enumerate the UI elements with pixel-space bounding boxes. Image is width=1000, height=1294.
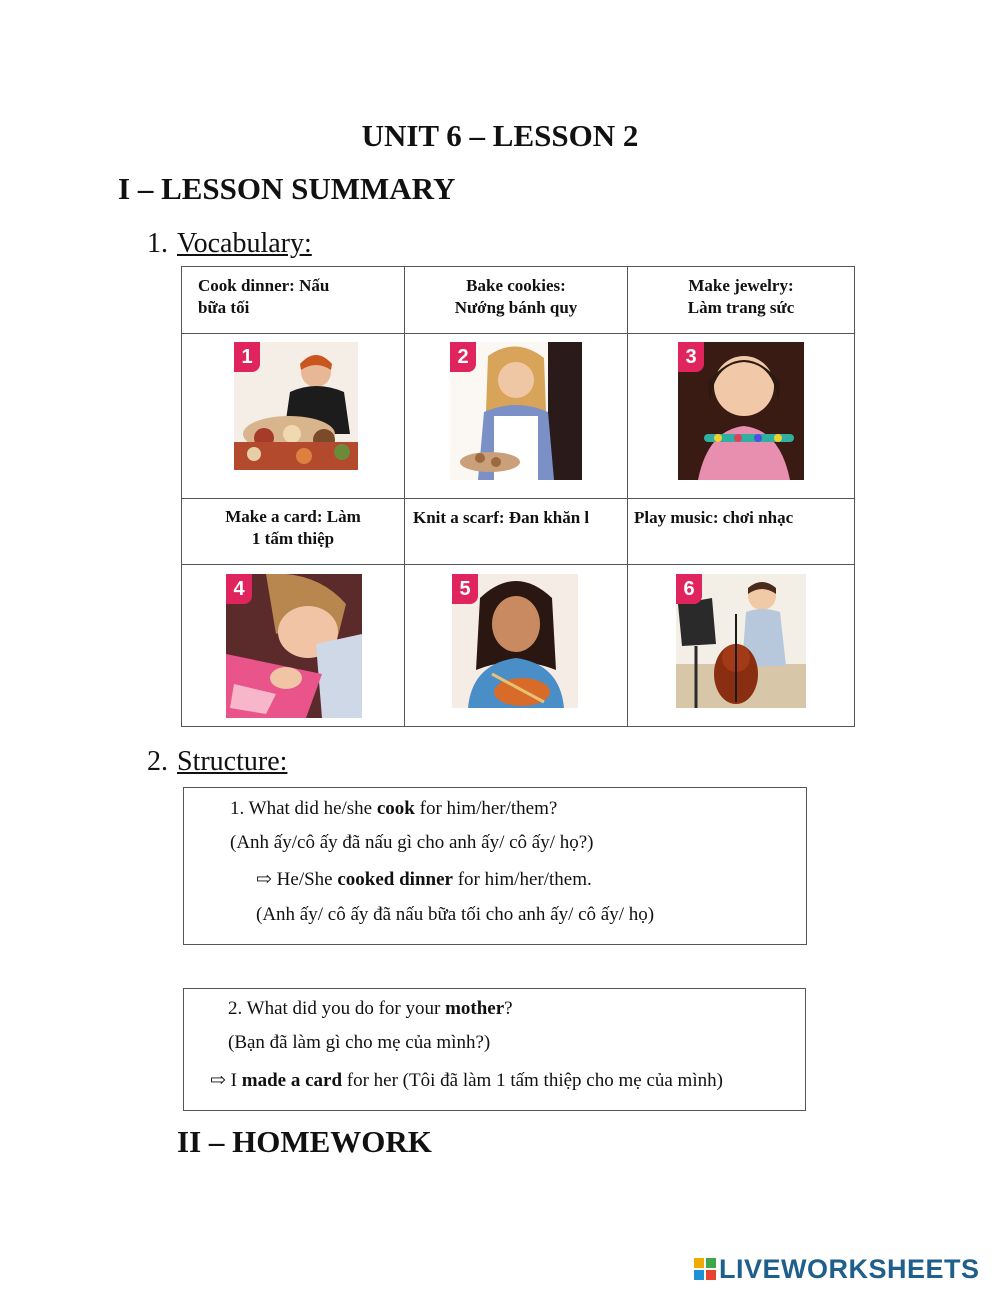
badge-1: 1 — [234, 342, 260, 372]
liveworksheets-logo-icon — [694, 1258, 716, 1280]
vocab-number: 1. — [147, 228, 168, 259]
knit-a-scarf-photo — [452, 574, 578, 708]
section-homework: II – HOMEWORK — [177, 1124, 432, 1159]
arrow-icon: ⇨ — [256, 869, 272, 890]
make-jewelry-photo — [678, 342, 804, 480]
structure-number: 2. — [147, 746, 168, 777]
badge-2: 2 — [450, 342, 476, 372]
question-2: 2. What did you do for your mother? — [228, 998, 513, 1019]
cook-dinner-photo — [234, 342, 358, 470]
make-a-card-photo — [226, 574, 362, 718]
answer-1: ⇨ He/She cooked dinner for him/her/them. — [256, 869, 592, 890]
badge-3: 3 — [678, 342, 704, 372]
badge-5: 5 — [452, 574, 478, 604]
answer-1-translation: (Anh ấy/ cô ấy đã nấu bữa tối cho anh ấy/ cô ấy/ họ) — [256, 904, 655, 925]
section-lesson-summary: I – LESSON SUMMARY — [118, 171, 456, 206]
page-title: UNIT 6 – LESSON 2 — [361, 118, 639, 153]
arrow-icon: ⇨ — [210, 1070, 226, 1091]
badge-4: 4 — [226, 574, 252, 604]
vocab-label-bake-cookies: Bake cookies: Nướng bánh quy — [454, 276, 578, 317]
bake-cookies-photo — [450, 342, 582, 480]
play-music-photo — [676, 574, 806, 708]
logo-text: LIVEWORKSHEETS — [719, 1253, 980, 1284]
question-1: 1. What did he/she cook for him/her/them? — [230, 798, 558, 819]
vocab-label-make-a-card: Make a card: Làm 1 tấm thiệp — [225, 507, 361, 548]
structure-box-2 — [183, 988, 806, 1111]
vocab-label-play-music: Play music: chơi nhạc — [634, 508, 794, 527]
vocabulary-table — [181, 266, 855, 727]
badge-6: 6 — [676, 574, 702, 604]
question-2-translation: (Bạn đã làm gì cho mẹ của mình?) — [228, 1032, 491, 1053]
structure-heading: Structure: — [177, 746, 288, 777]
structure-box-1 — [183, 787, 807, 945]
vocab-heading: Vocabulary: — [177, 228, 312, 259]
vocab-label-cook-dinner: Cook dinner: Nấu bữa tối — [198, 276, 330, 317]
vocab-label-make-jewelry: Make jewelry: Làm trang sức — [687, 276, 795, 317]
answer-2: ⇨ I made a card for her (Tôi đã làm 1 tấm thiệp cho mẹ của mình) — [210, 1070, 723, 1091]
liveworksheets-logo — [694, 1253, 980, 1285]
vocab-label-knit-a-scarf: Knit a scarf: Đan khăn l — [413, 508, 590, 527]
question-1-translation: (Anh ấy/cô ấy đã nấu gì cho anh ấy/ cô ấy/ họ?) — [230, 832, 594, 853]
